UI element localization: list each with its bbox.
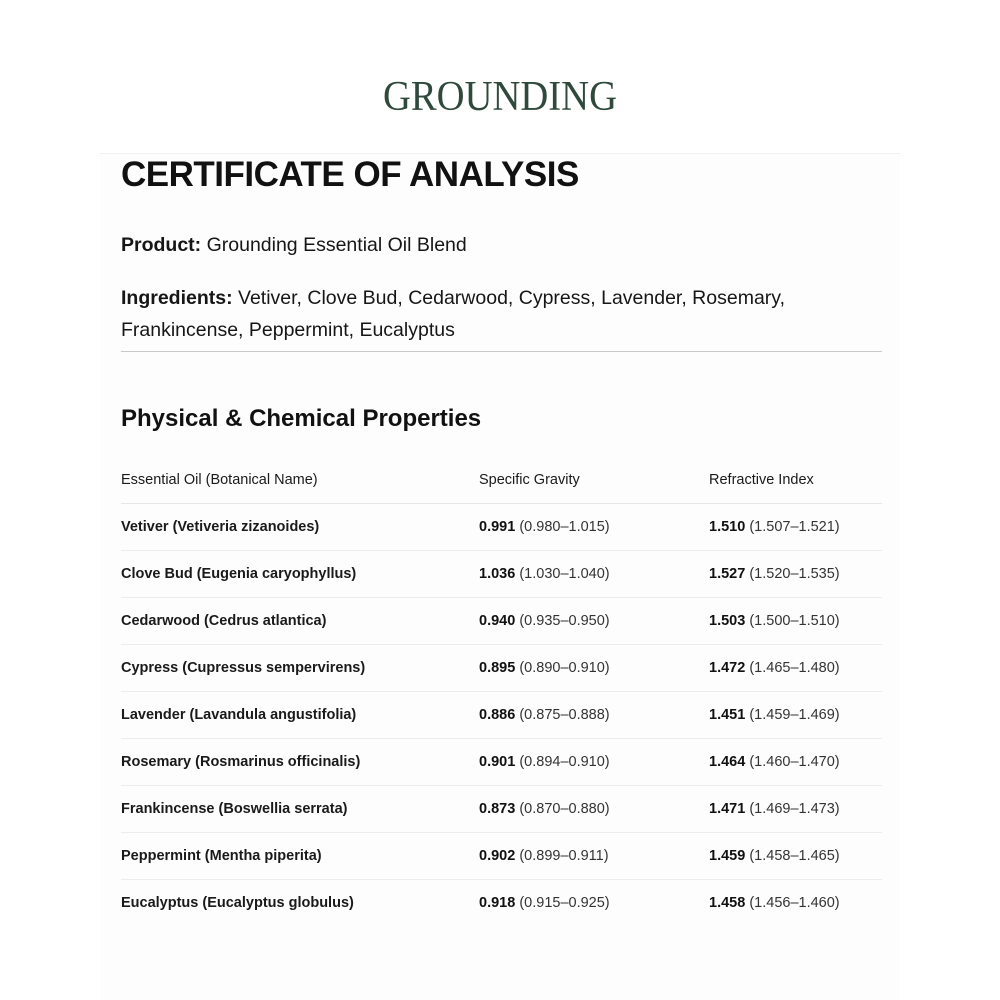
- column-header-specific-gravity: Specific Gravity: [479, 457, 709, 504]
- oil-name-cell: Clove Bud (Eugenia caryophyllus): [121, 551, 479, 598]
- section-divider: [121, 351, 882, 352]
- refractive-index-value: 1.458: [709, 895, 746, 911]
- refractive-index-value: 1.503: [709, 613, 746, 629]
- certificate-sheet: [100, 153, 900, 1000]
- specific-gravity-value: 0.918: [479, 895, 516, 911]
- table-row: [121, 551, 882, 598]
- specific-gravity-range: (0.899–0.911): [519, 848, 609, 864]
- table-row: [121, 833, 882, 880]
- refractive-index-range: (1.458–1.465): [749, 848, 840, 864]
- specific-gravity-cell: [479, 504, 709, 551]
- specific-gravity-cell: [479, 880, 709, 927]
- refractive-index-value: 1.464: [709, 754, 746, 770]
- specific-gravity-cell: [479, 739, 709, 786]
- refractive-index-cell: [709, 645, 882, 692]
- refractive-index-value: 1.510: [709, 519, 746, 535]
- specific-gravity-value: 0.886: [479, 707, 516, 723]
- specific-gravity-range: (1.030–1.040): [519, 566, 610, 582]
- specific-gravity-value: 0.991: [479, 519, 516, 535]
- oil-name-cell: Peppermint (Mentha piperita): [121, 833, 479, 880]
- product-value: Grounding Essential Oil Blend: [206, 234, 467, 256]
- specific-gravity-range: (0.894–0.910): [519, 754, 610, 770]
- specific-gravity-value: 0.940: [479, 613, 516, 629]
- specific-gravity-range: (0.915–0.925): [519, 895, 610, 911]
- refractive-index-cell: [709, 833, 882, 880]
- specific-gravity-value: 0.895: [479, 660, 516, 676]
- refractive-index-range: (1.460–1.470): [749, 754, 840, 770]
- oil-name-cell: Rosemary (Rosmarinus officinalis): [121, 739, 479, 786]
- refractive-index-cell: [709, 692, 882, 739]
- brand-logo: GROUNDING: [383, 74, 617, 120]
- specific-gravity-range: (0.870–0.880): [519, 801, 610, 817]
- oil-name-cell: Cedarwood (Cedrus atlantica): [121, 598, 479, 645]
- specific-gravity-value: 0.902: [479, 848, 516, 864]
- refractive-index-range: (1.456–1.460): [749, 895, 840, 911]
- ingredients-label: Ingredients:: [121, 287, 233, 309]
- oil-name-cell: Vetiver (Vetiveria zizanoides): [121, 504, 479, 551]
- certificate-title: CERTIFICATE OF ANALYSIS: [121, 155, 579, 194]
- refractive-index-cell: [709, 598, 882, 645]
- product-label: Product:: [121, 234, 202, 256]
- specific-gravity-cell: [479, 786, 709, 833]
- specific-gravity-cell: [479, 645, 709, 692]
- table-row: [121, 880, 882, 927]
- brand-header: [0, 0, 1000, 153]
- refractive-index-cell: [709, 880, 882, 927]
- oil-name-cell: Lavender (Lavandula angustifolia): [121, 692, 479, 739]
- refractive-index-cell: [709, 551, 882, 598]
- table-row: [121, 598, 882, 645]
- table-row: [121, 692, 882, 739]
- column-header-oil: Essential Oil (Botanical Name): [121, 457, 479, 504]
- refractive-index-range: (1.520–1.535): [749, 566, 840, 582]
- refractive-index-range: (1.507–1.521): [749, 519, 840, 535]
- specific-gravity-cell: [479, 692, 709, 739]
- refractive-index-value: 1.459: [709, 848, 746, 864]
- table-row: [121, 504, 882, 551]
- product-line: [121, 232, 467, 258]
- specific-gravity-range: (0.875–0.888): [519, 707, 610, 723]
- oil-name-cell: Frankincense (Boswellia serrata): [121, 786, 479, 833]
- specific-gravity-range: (0.980–1.015): [519, 519, 610, 535]
- refractive-index-cell: [709, 786, 882, 833]
- refractive-index-cell: [709, 504, 882, 551]
- ingredients-value: Vetiver, Clove Bud, Cedarwood, Cypress, Lavender, Rosemary, Frankincense, Peppermint, Eucalyptus: [121, 287, 786, 341]
- specific-gravity-value: 0.873: [479, 801, 516, 817]
- specific-gravity-value: 1.036: [479, 566, 516, 582]
- table-row: [121, 786, 882, 833]
- oil-name-cell: Cypress (Cupressus sempervirens): [121, 645, 479, 692]
- refractive-index-range: (1.500–1.510): [749, 613, 840, 629]
- properties-section-title: Physical & Chemical Properties: [121, 405, 482, 432]
- specific-gravity-range: (0.890–0.910): [519, 660, 610, 676]
- properties-table-body: [121, 504, 882, 927]
- specific-gravity-value: 0.901: [479, 754, 516, 770]
- refractive-index-value: 1.451: [709, 707, 746, 723]
- oil-name-cell: Eucalyptus (Eucalyptus globulus): [121, 895, 354, 911]
- refractive-index-value: 1.527: [709, 566, 746, 582]
- specific-gravity-cell: [479, 598, 709, 645]
- table-header-row: [121, 457, 882, 504]
- refractive-index-value: 1.472: [709, 660, 746, 676]
- specific-gravity-cell: [479, 833, 709, 880]
- refractive-index-value: 1.471: [709, 801, 746, 817]
- table-row: [121, 645, 882, 692]
- refractive-index-range: (1.459–1.469): [749, 707, 840, 723]
- refractive-index-range: (1.469–1.473): [749, 801, 840, 817]
- specific-gravity-range: (0.935–0.950): [519, 613, 610, 629]
- refractive-index-cell: [709, 739, 882, 786]
- ingredients-line: [121, 282, 882, 346]
- column-header-refractive-index: Refractive Index: [709, 457, 882, 504]
- specific-gravity-cell: [479, 551, 709, 598]
- table-row: [121, 739, 882, 786]
- properties-table: [121, 457, 882, 926]
- refractive-index-range: (1.465–1.480): [749, 660, 840, 676]
